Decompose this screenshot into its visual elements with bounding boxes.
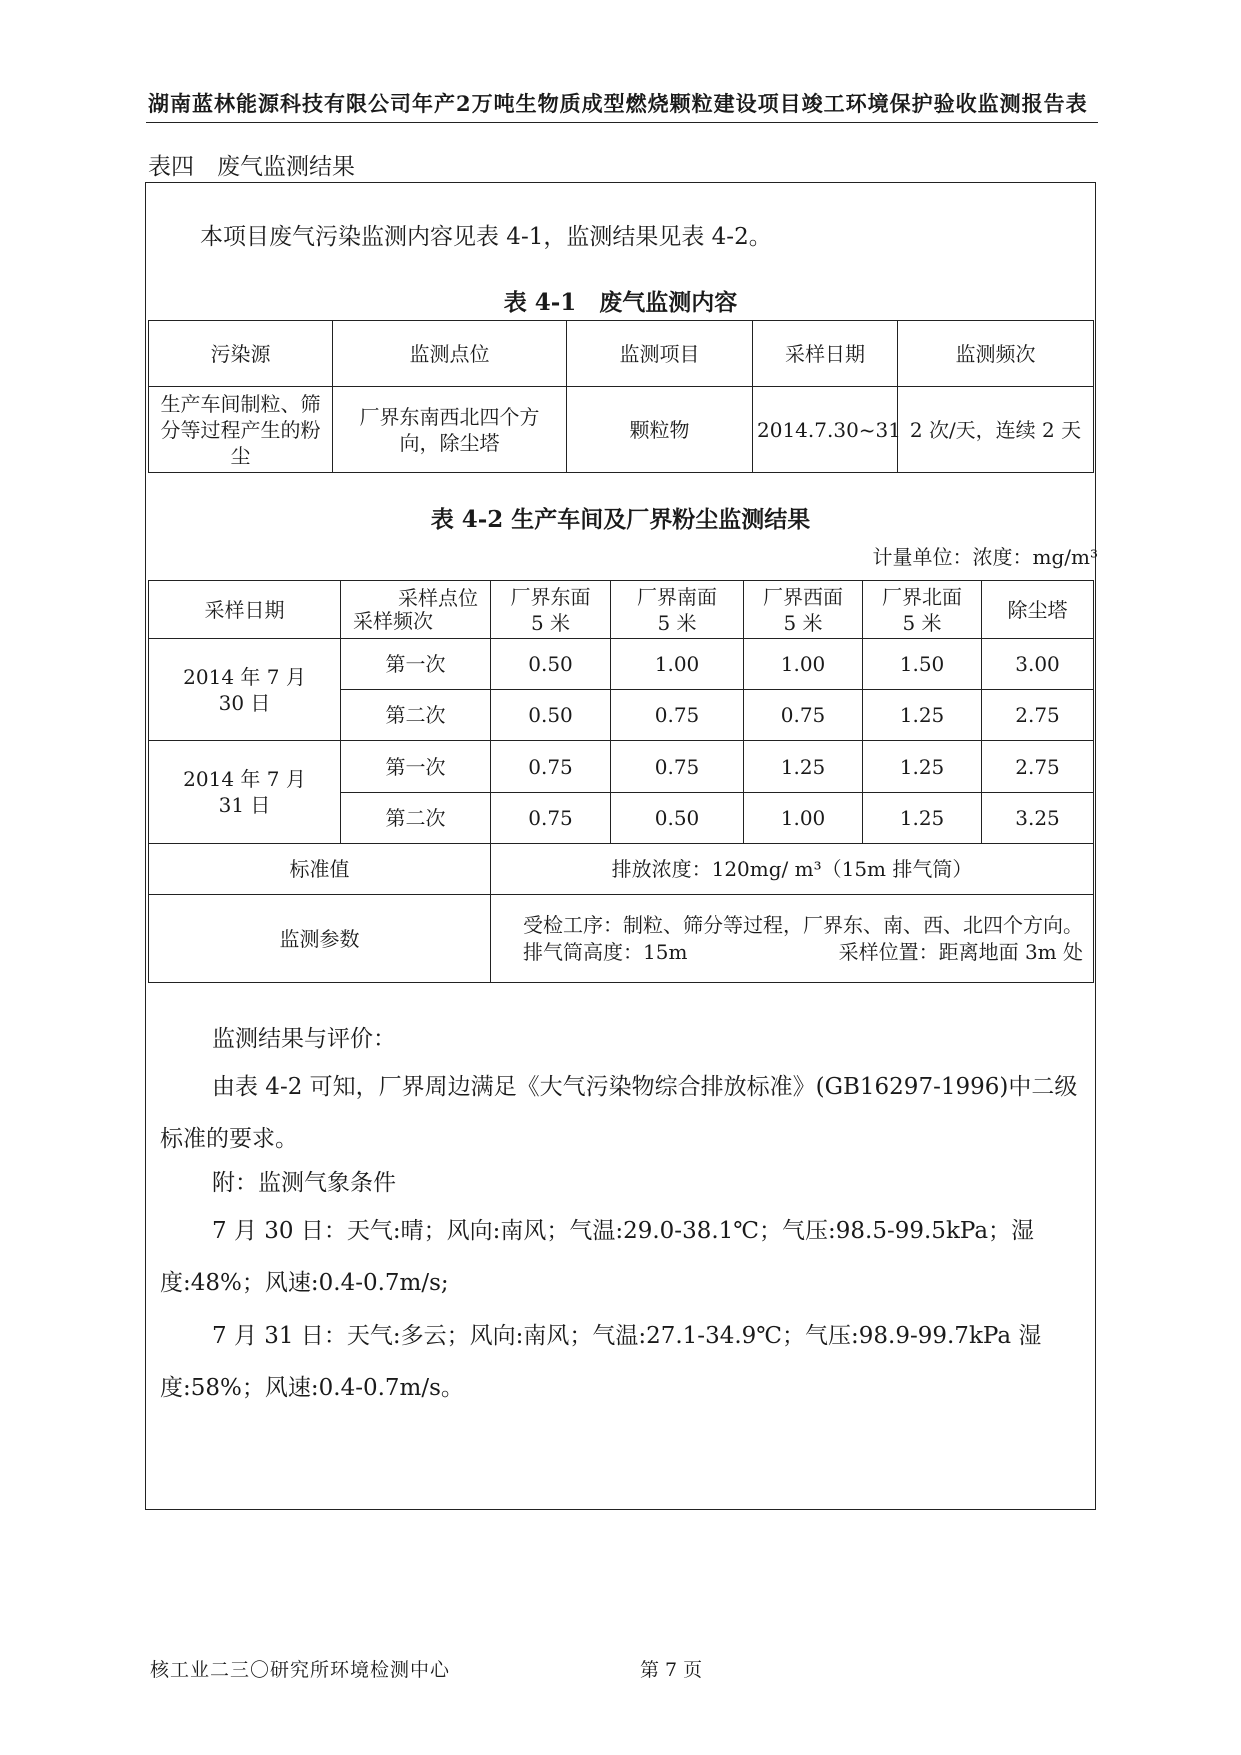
table2-value-cell: 0.75 [611,690,744,741]
section-title: 表四 废气监测结果 [148,154,355,180]
table1-caption: 表 4-1 废气监测内容 [503,289,738,316]
table2-freq-cell: 第二次 [341,690,491,741]
table2-header-tower: 除尘塔 [982,581,1094,639]
table2-value-cell: 1.25 [863,690,982,741]
table2-value-cell: 1.25 [744,741,863,793]
table2-standard-label: 标准值 [149,844,491,895]
table2-header-south [611,581,744,639]
table1-cell-date: 2014.7.30~31 [753,387,898,473]
weather-day1: 7 月 30 日：天气:晴；风向:南风；气温:29.0-38.1℃；气压:98.5-99.5kPa；湿度:48%；风速:0.4-0.7m/s; [160,1218,1035,1296]
table2-value-cell: 2.75 [982,690,1094,741]
table2-value-cell: 3.25 [982,793,1094,844]
footer-page-number: 第 7 页 [640,1659,703,1681]
table2-header-south-text: 厂界南面 5 米 [637,584,717,635]
table2-unit: 计量单位：浓度：mg/m³ [872,545,1098,569]
table2-standard-value: 排放浓度：120mg/ m³（15m 排气筒） [491,844,1094,895]
table1-cell-frequency: 2 次/天，连续 2 天 [898,387,1094,473]
table2-value-cell: 1.00 [744,793,863,844]
table2-params-position: 采样位置：距离地面 3m 处 [838,939,1083,964]
table2-header-west [744,581,863,639]
running-header: 湖南蓝林能源科技有限公司年产2万吨生物质成型燃烧颗粒建设项目竣工环境保护验收监测报告表 [148,91,1088,116]
weather-heading: 附：监测气象条件 [212,1170,396,1196]
table2-freq-cell: 第一次 [341,639,491,690]
table2-value-cell: 3.00 [982,639,1094,690]
table2-value-cell: 1.25 [863,793,982,844]
table2-value-cell: 1.00 [744,639,863,690]
table2-date-0730: 2014 年 7 月 30 日 [149,639,341,741]
table2-value-cell: 1.25 [863,741,982,793]
table2-params-stack: 排气筒高度：15m [523,939,688,964]
table1-header-points: 监测点位 [333,321,567,387]
table1-cell-item: 颗粒物 [567,387,753,473]
table2-value-cell: 1.50 [863,639,982,690]
table1 [148,320,1094,473]
table2-value-cell: 0.50 [491,639,611,690]
table2-value-cell: 0.50 [611,793,744,844]
evaluation-text: 由表 4-2 可知，厂界周边满足《大气污染物综合排放标准》(GB16297-1996)中二级标准的要求。 [160,1074,1078,1152]
table1-cell-points: 厂界东南西北四个方向，除尘塔 [333,387,567,473]
evaluation-heading: 监测结果与评价： [212,1026,396,1052]
weather-day2: 7 月 31 日：天气:多云；风向:南风；气温:27.1-34.9℃；气压:98.9-99.7kPa 湿度:58%；风速:0.4-0.7m/s。 [160,1323,1042,1401]
table2-params-label: 监测参数 [149,895,491,983]
table2 [148,580,1094,983]
table2-header-west-text: 厂界西面 5 米 [763,584,843,635]
table2-freq-cell: 第一次 [341,741,491,793]
table2-value-cell: 0.50 [491,690,611,741]
table2-params-line2 [501,939,1083,966]
table2-header-east [491,581,611,639]
table2-header-north [863,581,982,639]
table1-cell-source: 生产车间制粒、筛分等过程产生的粉尘 [149,387,333,473]
table2-header-freq-label: 采样频次 [353,609,433,633]
table1-header-source: 污染源 [149,321,333,387]
table2-params [491,895,1094,983]
table1-header-date: 采样日期 [753,321,898,387]
table2-value-cell: 1.00 [611,639,744,690]
table2-params-line1: 受检工序：制粒、筛分等过程，厂界东、南、西、北四个方向。 [523,912,1083,937]
footer-institution: 核工业二三〇研究所环境检测中心 [150,1659,451,1681]
table2-freq-cell: 第二次 [341,793,491,844]
table2-header-date: 采样日期 [149,581,341,639]
intro-text: 本项目废气污染监测内容见表 4-1，监测结果见表 4-2。 [200,224,772,250]
table1-header-frequency: 监测频次 [898,321,1094,387]
table2-header-point-frequency [341,581,491,639]
table2-value-cell: 0.75 [491,793,611,844]
table2-caption: 表 4-2 生产车间及厂界粉尘监测结果 [430,506,811,533]
header-rule [146,122,1098,123]
table2-value-cell: 0.75 [611,741,744,793]
table2-value-cell: 0.75 [744,690,863,741]
table1-header-item: 监测项目 [567,321,753,387]
table2-header-point-label: 采样点位 [398,586,478,610]
table2-value-cell: 0.75 [491,741,611,793]
table2-header-north-text: 厂界北面 5 米 [882,584,962,635]
table2-header-east-text: 厂界东面 5 米 [510,584,591,635]
table2-date-0731: 2014 年 7 月 31 日 [149,741,341,844]
table2-value-cell: 2.75 [982,741,1094,793]
